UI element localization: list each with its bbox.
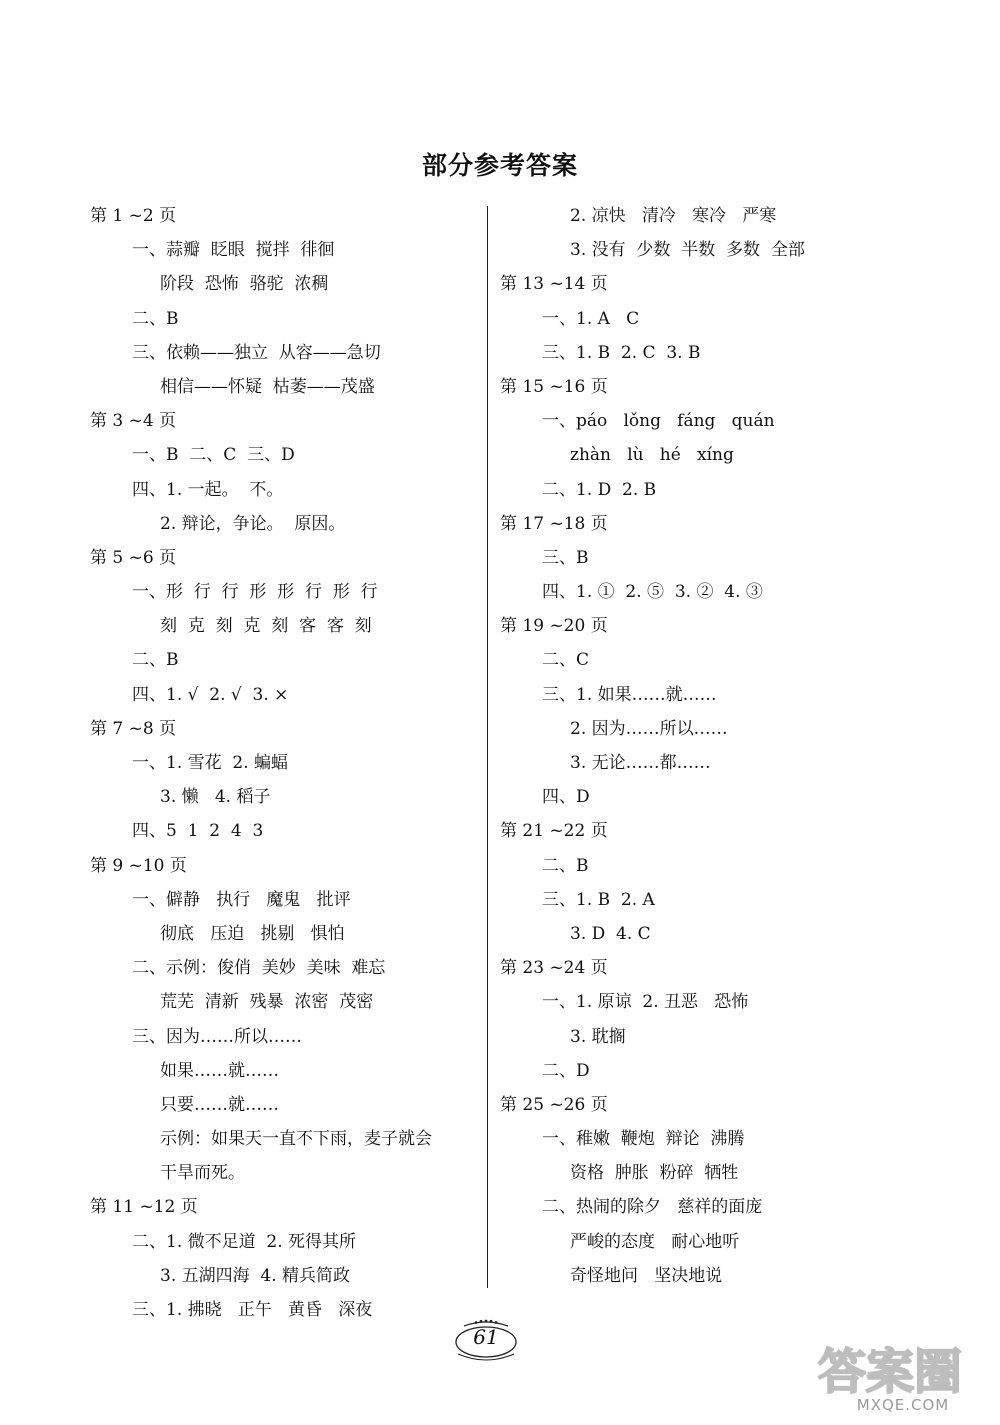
answer-line: 二、热闹的除夕 慈祥的面庞	[542, 1197, 763, 1218]
answer-line: 三、依赖——独立 从容——急切	[132, 342, 381, 363]
watermark-logo-icon	[814, 1340, 992, 1400]
answer-line: 如果……就……	[160, 1060, 279, 1081]
page-range-heading: 第 13 ~14 页	[500, 274, 608, 295]
answer-line: 二、B	[542, 855, 589, 876]
answer-line: 严峻的态度 耐心地听	[570, 1231, 740, 1252]
answer-line: 一、1. 雪花 2. 蝙蝠	[132, 753, 289, 773]
answer-line: 二、1. D 2. B	[542, 479, 657, 500]
answer-line: 彻底 压迫 挑剔 惧怕	[160, 923, 345, 944]
answer-line: 四、1. 一起。 不。	[132, 479, 284, 500]
answer-line: 二、C	[542, 650, 590, 671]
watermark-logo	[814, 1340, 992, 1420]
left-answer-column	[90, 199, 480, 1327]
page-range-heading: 第 23 ~24 页	[500, 958, 608, 979]
answer-line: 三、B	[542, 547, 589, 568]
answer-line: 一、蒜瓣 眨眼 搅拌 徘徊	[132, 240, 335, 261]
page-number: 61	[473, 1325, 499, 1349]
answer-line: 四、1. √ 2. √ 3. ×	[132, 684, 289, 705]
answer-line: 资格 肿胀 粉碎 牺牲	[570, 1163, 739, 1184]
answer-line: 一、稚嫩 鞭炮 辩论 沸腾	[542, 1129, 745, 1150]
answer-line: 2. 因为……所以……	[570, 718, 728, 739]
answer-line: zhàn lù hé xíng	[570, 445, 734, 466]
answer-line: 一、1. 原谅 2. 丑恶 恐怖	[542, 992, 749, 1013]
answer-line: 一、1. A C	[542, 308, 640, 329]
answer-line: 一、B 二、C 三、D	[132, 445, 295, 466]
answer-line: 二、D	[542, 1060, 590, 1081]
page-range-heading: 第 1 ~2 页	[90, 206, 177, 226]
answer-line: 阶段 恐怖 骆驼 浓稠	[160, 274, 329, 295]
answer-line: 荒芜 清新 残暴 浓密 茂密	[160, 992, 374, 1013]
answer-line: 四、D	[542, 787, 590, 808]
page-range-heading: 第 7 ~8 页	[90, 718, 177, 739]
answer-line: 3. 没有 少数 半数 多数 全部	[570, 240, 805, 261]
answer-line: 三、1. B 2. C 3. B	[542, 342, 701, 363]
watermark-url: MXQE.COM	[856, 1396, 950, 1414]
answer-line: 三、1. 拂晓 正午 黄昏 深夜	[132, 1300, 373, 1320]
page-range-heading: 第 15 ~16 页	[500, 376, 608, 397]
answer-line: 四、1. ① 2. ⑤ 3. ② 4. ③	[542, 582, 763, 603]
page-range-heading: 第 21 ~22 页	[500, 821, 608, 842]
answer-line: 二、B	[132, 308, 179, 329]
answer-line: 刻 克 刻 克 刻 客 客 刻	[160, 616, 372, 637]
answer-line: 相信——怀疑 枯萎——茂盛	[160, 376, 375, 397]
page-range-heading: 第 9 ~10 页	[90, 855, 187, 876]
answer-line: 一、páo lǒng fáng quán	[542, 411, 775, 432]
page-range-heading: 第 19 ~20 页	[500, 616, 608, 637]
answer-line: 三、1. B 2. A	[542, 889, 655, 910]
answer-line: 只要……就……	[160, 1094, 279, 1115]
page-range-heading: 第 25 ~26 页	[500, 1094, 608, 1115]
answer-line: 奇怪地问 坚决地说	[570, 1265, 723, 1286]
answer-line: 二、B	[132, 650, 179, 671]
answer-line: 3. 五湖四海 4. 精兵简政	[160, 1265, 351, 1286]
answer-line: 三、因为……所以……	[132, 1026, 302, 1047]
page-range-heading: 第 5 ~6 页	[90, 547, 177, 568]
answer-line: 3. 耽搁	[570, 1026, 626, 1047]
page-range-heading: 第 17 ~18 页	[500, 513, 608, 534]
page-number-badge	[450, 1314, 522, 1364]
page-range-heading: 第 11 ~12 页	[90, 1197, 198, 1218]
answer-line: 示例：如果天一直不下雨，麦子就会	[160, 1129, 432, 1150]
page-range-heading: 第 3 ~4 页	[90, 411, 177, 432]
answer-line: 2. 辩论，争论。 原因。	[160, 513, 346, 534]
right-answer-column	[500, 199, 920, 1293]
answer-line: 二、示例：俊俏 美妙 美味 难忘	[132, 958, 386, 979]
answer-line: 3. 懒 4. 稻子	[160, 787, 271, 808]
answer-line: 二、1. 微不足道 2. 死得其所	[132, 1231, 357, 1252]
answer-line: 三、1. 如果……就……	[542, 684, 717, 705]
answer-line: 一、形 行 行 形 形 行 形 行	[132, 582, 378, 603]
svg-text:答案圈: 答案圈	[818, 1344, 963, 1400]
page-title: 部分参考答案	[421, 151, 578, 180]
answer-line: 2. 凉快 清冷 寒冷 严寒	[570, 206, 777, 226]
answer-line: 3. D 4. C	[570, 923, 651, 944]
answer-line: 干旱而死。	[160, 1163, 245, 1184]
answer-line: 四、5 1 2 4 3	[132, 821, 264, 842]
answer-line: 3. 无论……都……	[570, 753, 711, 773]
column-divider	[487, 206, 488, 1288]
answer-line: 一、僻静 执行 魔鬼 批评	[132, 889, 351, 910]
